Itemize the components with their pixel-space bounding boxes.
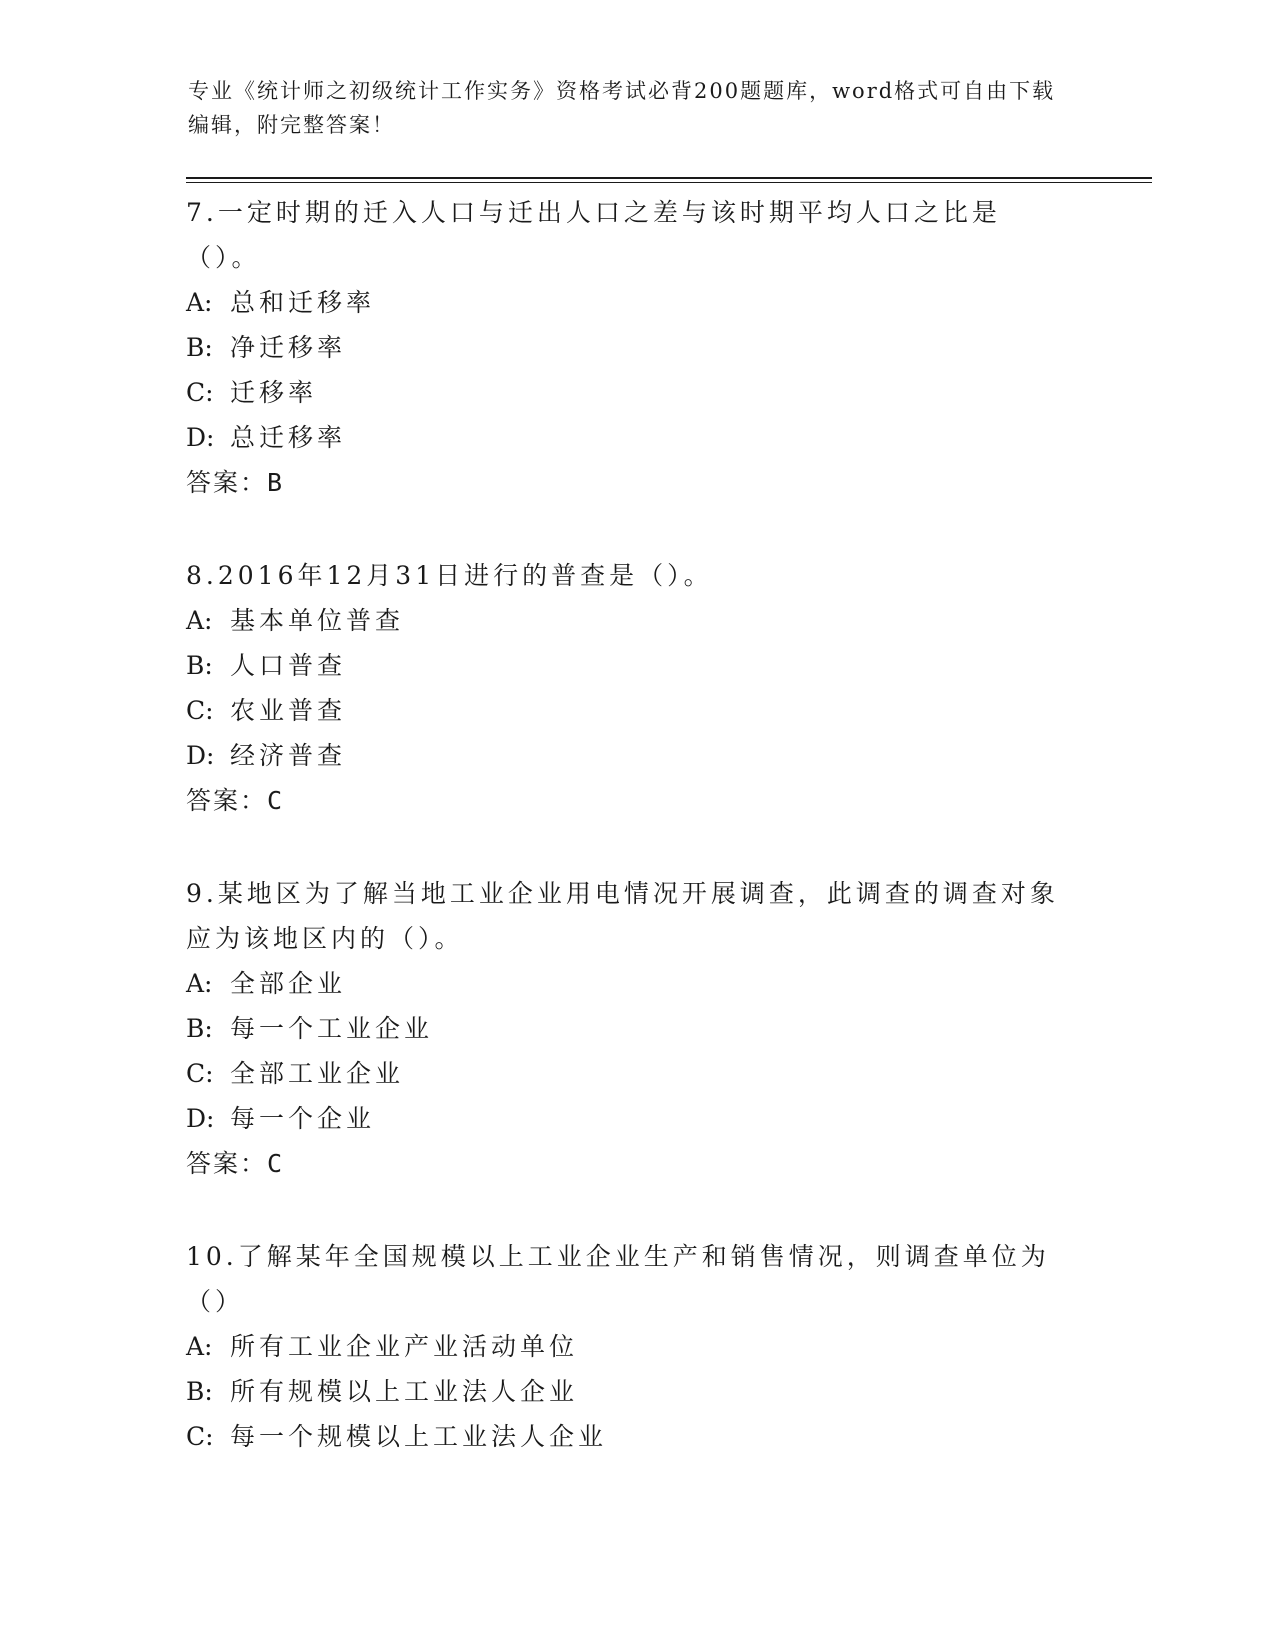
option-letter: B: (186, 651, 213, 680)
option-text: 农业普查 (230, 696, 347, 725)
option-letter: D: (186, 741, 215, 770)
question-8 (186, 551, 1066, 823)
option-c (186, 1051, 1066, 1096)
question-stem: 7.一定时期的迁入人口与迁出人口之差与该时期平均人口之比是（）。 (186, 198, 1001, 272)
option-text: 经济普查 (230, 741, 347, 770)
option-letter: B: (186, 333, 213, 362)
option-a (186, 961, 1066, 1006)
option-text: 每一个工业企业 (230, 1014, 434, 1043)
option-letter: B: (186, 1377, 213, 1406)
option-text: 总迁移率 (230, 423, 347, 452)
option-b (186, 1006, 1066, 1051)
option-a (186, 280, 1066, 325)
option-text: 所有规模以上工业法人企业 (230, 1377, 579, 1406)
option-text: 基本单位普查 (230, 606, 405, 635)
option-c (186, 370, 1066, 415)
option-d (186, 733, 1066, 778)
option-a (186, 1324, 1066, 1369)
option-letter: A: (186, 288, 213, 317)
answer: 答案：B (186, 468, 285, 497)
option-d (186, 415, 1066, 460)
question-list (186, 188, 1066, 1505)
option-text: 全部工业企业 (230, 1059, 405, 1088)
option-text: 每一个企业 (230, 1104, 376, 1133)
header-divider-thick (186, 177, 1152, 179)
option-text: 全部企业 (230, 969, 347, 998)
option-letter: A: (186, 606, 213, 635)
option-letter: C: (186, 1059, 214, 1088)
option-letter: B: (186, 1014, 213, 1043)
option-text: 人口普查 (230, 651, 347, 680)
option-letter: D: (186, 423, 215, 452)
answer: 答案：C (186, 786, 285, 815)
option-text: 净迁移率 (230, 333, 347, 362)
option-letter: C: (186, 378, 214, 407)
option-d (186, 1096, 1066, 1141)
question-stem: 10.了解某年全国规模以上工业企业生产和销售情况，则调查单位为（） (186, 1242, 1050, 1316)
option-text: 总和迁移率 (230, 288, 376, 317)
option-letter: C: (186, 1422, 214, 1451)
option-b (186, 325, 1066, 370)
question-10 (186, 1232, 1066, 1459)
option-c (186, 1414, 1066, 1459)
option-letter: D: (186, 1104, 215, 1133)
option-b (186, 1369, 1066, 1414)
answer: 答案：C (186, 1149, 285, 1178)
document-header: 专业《统计师之初级统计工作实务》资格考试必背200题题库，word格式可自由下载编辑，附完整答案！ (188, 79, 1056, 137)
question-9 (186, 869, 1066, 1186)
option-b (186, 643, 1066, 688)
option-a (186, 598, 1066, 643)
option-letter: A: (186, 969, 213, 998)
question-7 (186, 188, 1066, 505)
question-stem: 9.某地区为了解当地工业企业用电情况开展调查，此调查的调查对象应为该地区内的（）。 (186, 879, 1059, 953)
option-text: 每一个规模以上工业法人企业 (230, 1422, 608, 1451)
option-c (186, 688, 1066, 733)
header-divider-thin (186, 182, 1152, 183)
option-text: 迁移率 (230, 378, 318, 407)
option-text: 所有工业企业产业活动单位 (230, 1332, 579, 1361)
option-letter: A: (186, 1332, 213, 1361)
question-stem: 8.2016年12月31日进行的普查是（）。 (186, 561, 713, 590)
option-letter: C: (186, 696, 214, 725)
